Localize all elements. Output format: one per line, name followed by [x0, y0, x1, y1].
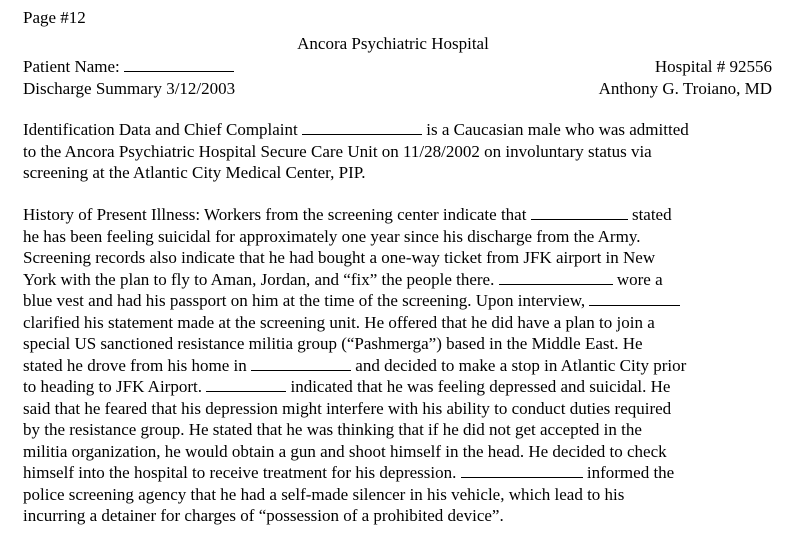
text-segment: stated — [631, 205, 672, 224]
text-segment: wore a — [616, 269, 663, 289]
paragraph-line: by the resistance group. He stated that he was thinking that if he did not get accepted in the — [23, 420, 642, 439]
paragraph-line: police screening agency that he had a self-made silencer in his vehicle, which lead to his — [23, 484, 625, 504]
redacted-blank — [499, 269, 613, 285]
patient-name-line — [23, 56, 235, 78]
redacted-blank — [531, 204, 628, 220]
paragraph-line — [23, 290, 686, 312]
redacted-blank — [302, 119, 422, 135]
hospital-number: Hospital # 92556 — [654, 57, 772, 76]
text-segment: informed the — [586, 463, 675, 482]
paragraph-line — [23, 462, 686, 484]
page-number: Page #12 — [23, 8, 86, 27]
paragraph-line: Screening records also indicate that he had bought a one-way ticket from JFK airport in New — [23, 248, 656, 267]
redacted-blank — [206, 376, 286, 392]
paragraph-line — [23, 376, 686, 398]
paragraph-line: to the Ancora Psychiatric Hospital Secure Care Unit on 11/28/2002 on involuntary status via — [23, 141, 652, 161]
paragraph-line: special US sanctioned resistance militia group (“Pashmerga”) based in the Middle East. He — [23, 334, 643, 353]
header-right — [599, 56, 772, 99]
paragraph-line — [23, 119, 689, 141]
paragraph-line: clarified his statement made at the screening unit. He offered that he did have a plan to join a — [23, 312, 655, 332]
paragraph-line: said that he feared that his depression might interfere with his ability to conduct duties required — [23, 398, 672, 418]
text-segment: History of Present Illness: Workers from the screening center indicate that — [23, 205, 527, 224]
redacted-blank — [461, 462, 583, 478]
paragraph-line — [23, 269, 686, 291]
identification-paragraph — [23, 119, 689, 184]
paragraph-line: incurring a detainer for charges of “possession of a prohibited device”. — [23, 506, 504, 525]
paragraph-line — [23, 355, 686, 377]
paragraph-line — [23, 204, 686, 226]
patient-name-label: Patient Name: — [23, 57, 120, 76]
text-segment: is a Caucasian male who was admitted — [426, 120, 689, 139]
text-segment: and decided to make a stop in Atlantic City prior — [355, 355, 687, 375]
discharge-summary-date: Discharge Summary 3/12/2003 — [23, 78, 236, 98]
physician-name: Anthony G. Troiano, MD — [598, 78, 772, 98]
text-segment: blue vest and had his passport on him at the time of the screening. Upon interview, — [23, 291, 586, 310]
text-segment: to heading to JFK Airport. — [23, 377, 202, 396]
text-segment: indicated that he was feeling depressed and suicidal. He — [290, 377, 671, 396]
paragraph-line: he has been feeling suicidal for approximately one year since his discharge from the Army. — [23, 226, 641, 246]
header-left — [23, 56, 235, 99]
redacted-blank — [251, 355, 351, 371]
hospital-name: Ancora Psychiatric Hospital — [297, 34, 489, 53]
paragraph-line: militia organization, he would obtain a gun and shoot himself in the head. He decided to check — [23, 441, 667, 461]
redacted-blank — [589, 290, 680, 306]
redacted-blank — [124, 56, 234, 72]
text-segment: York with the plan to fly to Aman, Jordan, and “fix” the people there. — [23, 269, 495, 289]
history-of-present-illness-paragraph — [23, 204, 686, 527]
text-segment: Identification Data and Chief Complaint — [23, 120, 298, 139]
paragraph-line: screening at the Atlantic City Medical Center, PIP. — [23, 163, 366, 182]
text-segment: stated he drove from his home in — [23, 355, 247, 375]
text-segment: himself into the hospital to receive treatment for his depression. — [23, 463, 457, 482]
